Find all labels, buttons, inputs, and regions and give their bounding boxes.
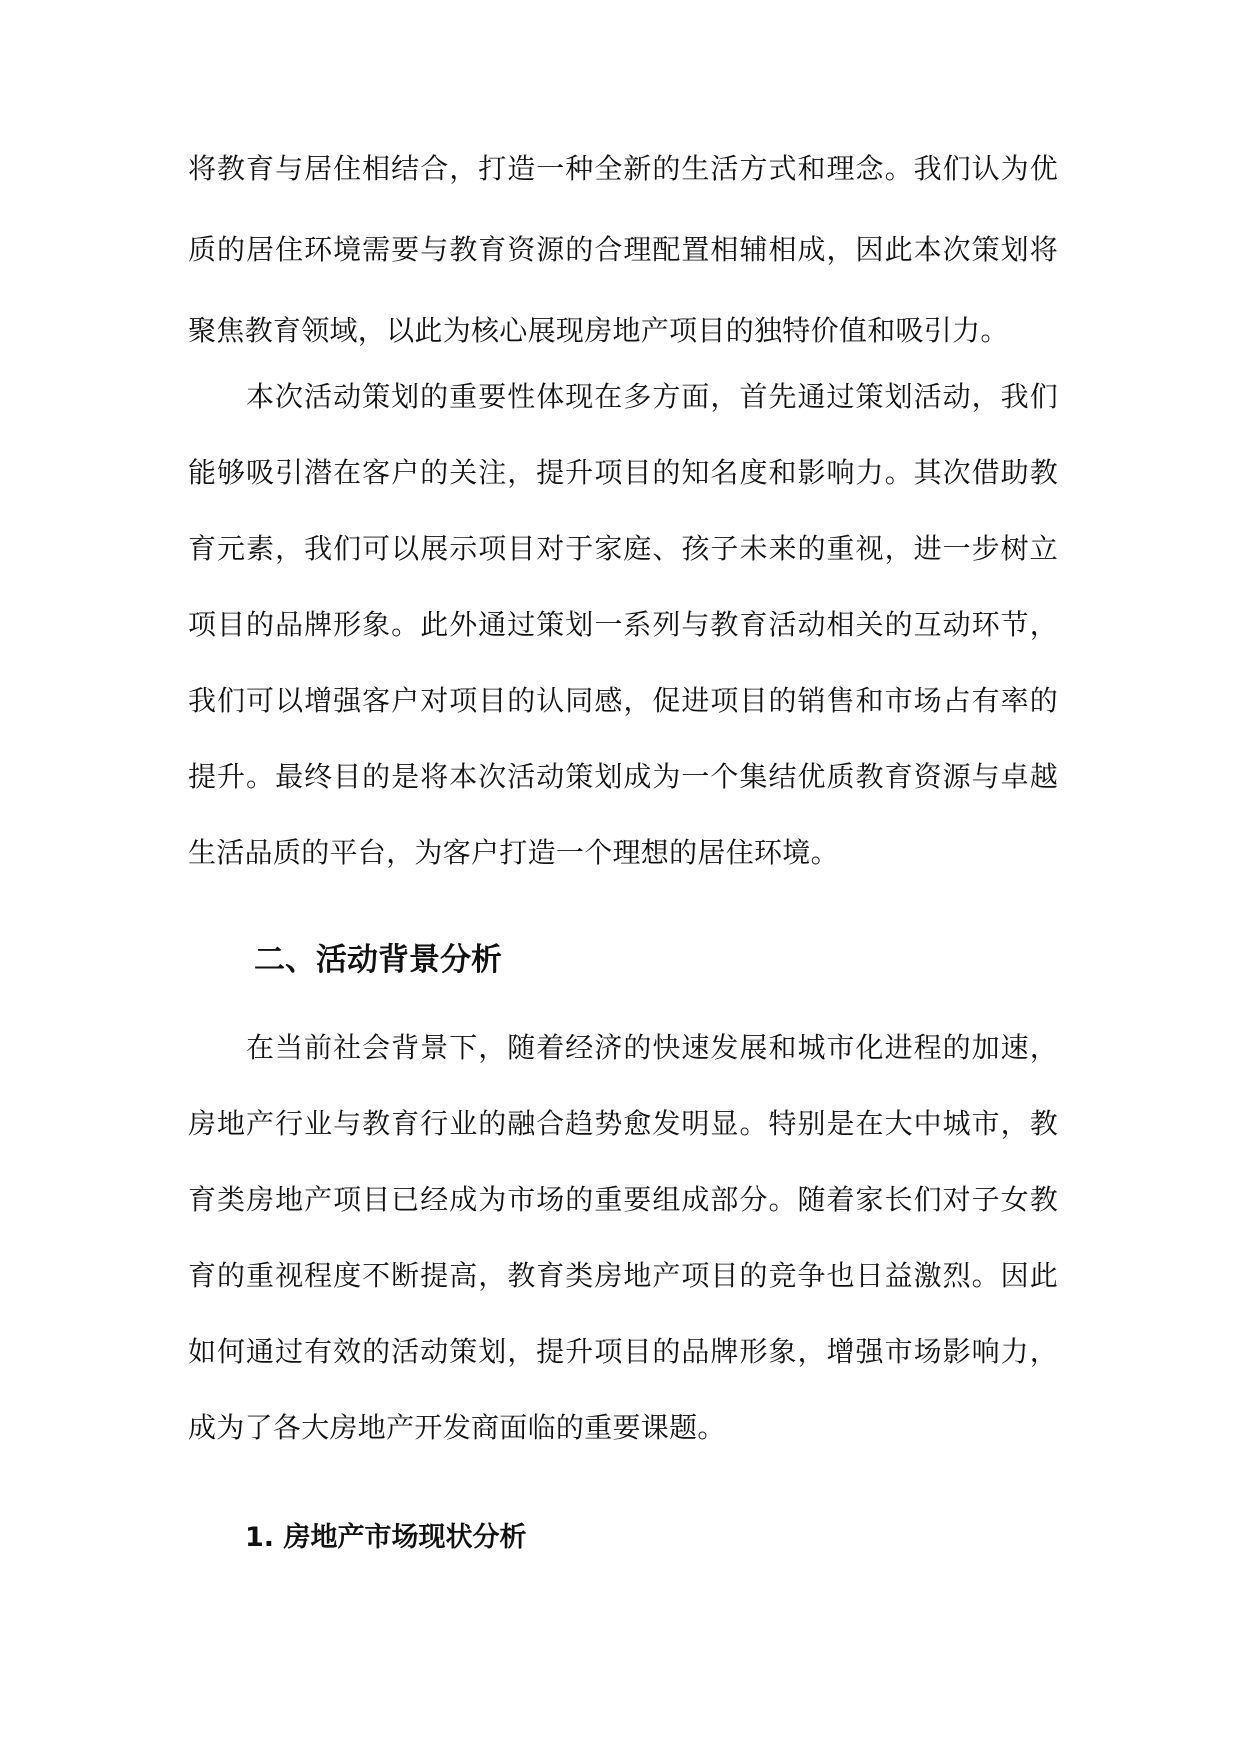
text-line: 项目的品牌形象。此外通过策划一系列与教育活动相关的互动环节， (188, 608, 1058, 641)
text-line: 质的居住环境需要与教育资源的合理配置相辅相成，因此本次策划将 (188, 233, 1058, 266)
text-line: 成为了各大房地产开发商面临的重要课题。 (188, 1411, 726, 1444)
text-line: 本次活动策划的重要性体现在多方面，首先通过策划活动，我们 (246, 380, 1058, 413)
text-line: 提升。最终目的是将本次活动策划成为一个集结优质教育资源与卓越 (188, 760, 1058, 793)
text-line: 生活品质的平台，为客户打造一个理想的居住环境。 (188, 836, 839, 869)
text-line: 将教育与居住相结合，打造一种全新的生活方式和理念。我们认为优 (188, 152, 1058, 185)
text-line: 育的重视程度不断提高，教育类房地产项目的竞争也日益激烈。因此 (188, 1259, 1058, 1292)
text-line: 在当前社会背景下，随着经济的快速发展和城市化进程的加速， (246, 1031, 1058, 1064)
text-line: 能够吸引潜在客户的关注，提升项目的知名度和影响力。其次借助教 (188, 456, 1058, 489)
text-line: 房地产行业与教育行业的融合趋势愈发明显。特别是在大中城市，教 (188, 1107, 1058, 1140)
paragraph-background (188, 1033, 1058, 1443)
section-heading: 二、活动背景分析 (254, 942, 502, 978)
text-line: 如何通过有效的活动策划，提升项目的品牌形象，增强市场影响力， (188, 1335, 1058, 1368)
paragraph-importance (188, 382, 1058, 868)
subsection-heading: 1. 房地产市场现状分析 (245, 1522, 527, 1553)
text-line: 育元素，我们可以展示项目对于家庭、孩子未来的重视，进一步树立 (188, 532, 1058, 565)
text-line: 聚焦教育领域，以此为核心展现房地产项目的独特价值和吸引力。 (188, 314, 1009, 347)
paragraph-intro (188, 154, 1058, 346)
text-line: 我们可以增强客户对项目的认同感，促进项目的销售和市场占有率的 (188, 684, 1058, 717)
text-line: 育类房地产项目已经成为市场的重要组成部分。随着家长们对子女教 (188, 1183, 1058, 1216)
